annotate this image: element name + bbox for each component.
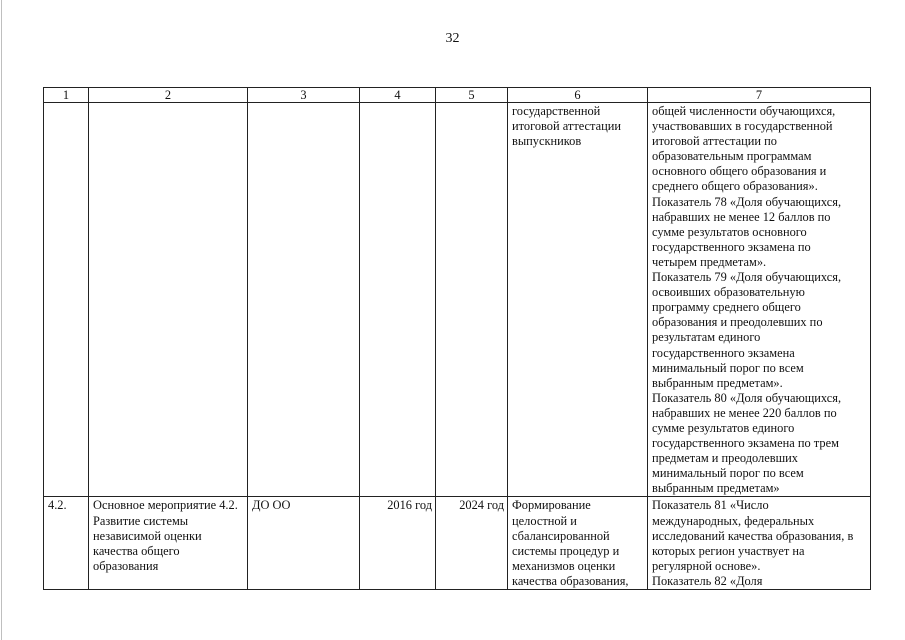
- cell-end-year: [436, 103, 508, 497]
- column-header-5: 5: [436, 88, 508, 103]
- cell-activity-name: [89, 103, 248, 497]
- cell-start-year: [360, 103, 436, 497]
- column-header-4: 4: [360, 88, 436, 103]
- program-table: [43, 87, 871, 590]
- cell-expected-result: государственной итоговой аттестации выпускников: [508, 103, 648, 497]
- header-row: [44, 88, 871, 103]
- cell-number: 4.2.: [44, 497, 89, 590]
- page-edge-line: [1, 0, 2, 640]
- cell-executor: ДО ОО: [248, 497, 360, 590]
- column-header-7: 7: [648, 88, 871, 103]
- cell-indicators: общей численности обучающихся, участвовавших в государственной итоговой аттестации по образовательным программам основного общего образования и среднего общего образования». Показатель 78 «Доля обучающихся, набравших не менее 12 баллов по сумме результатов основного государственного экзамена по четырем предметам». Показатель 79 «Доля обучающихся, освоивших образовательную программу среднего общего образования и преодолевших по результатам единого государственного экзамена минимальный порог по всем выбранным предметам». Показатель 80 «Доля обучающихся, набравших не менее 220 баллов по сумме результатов единого государственного экзамена по трем предметам и преодолевших минимальный порог по всем выбранным предметам»: [648, 103, 871, 497]
- cell-executor: [248, 103, 360, 497]
- cell-end-year: 2024 год: [436, 497, 508, 590]
- cell-expected-result: Формирование целостной и сбалансированной системы процедур и механизмов оценки качества образования,: [508, 497, 648, 590]
- cell-start-year: 2016 год: [360, 497, 436, 590]
- column-header-1: 1: [44, 88, 89, 103]
- cell-number: [44, 103, 89, 497]
- cell-activity-name: Основное мероприятие 4.2. Развитие системы независимой оценки качества общего образования: [89, 497, 248, 590]
- column-header-6: 6: [508, 88, 648, 103]
- column-header-2: 2: [89, 88, 248, 103]
- column-header-3: 3: [248, 88, 360, 103]
- table-row: [44, 103, 871, 497]
- page-number: 32: [445, 31, 460, 46]
- cell-indicators: Показатель 81 «Число международных, федеральных исследований качества образования, в которых регион участвует на регулярной основе». Показатель 82 «Доля: [648, 497, 871, 590]
- table-row: [44, 497, 871, 590]
